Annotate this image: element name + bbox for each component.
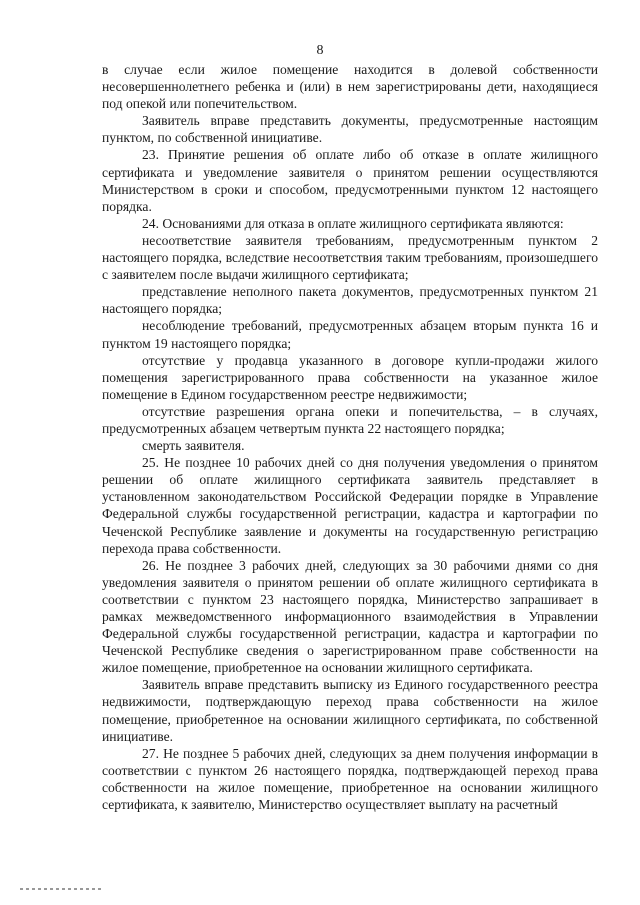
paragraph: несоблюдение требований, предусмотренных абзацем вторым пункта 16 и пунктом 19 настоящего порядка; [102,318,598,351]
paragraph: 23. Принятие решения об оплате либо об отказе в оплате жилищного сертификата и уведомление заявителя о принятом решении осуществляются Министерством в сроки и способом, предусмотренными пунктом 12 настоящего порядка. [102,147,598,214]
paragraph: отсутствие разрешения органа опеки и попечительства, – в случаях, предусмотренных абзацем четвертым пункта 22 настоящего порядка; [102,403,598,436]
paragraph: отсутствие у продавца указанного в договоре купли-продажи жилого помещения зарегистрированного права собственности на указанное жилое помещение в Едином государственном реестре недвижимости; [102,352,598,402]
paragraph: 26. Не позднее 3 рабочих дней, следующих за 30 рабочими днями со дня уведомления заявителя о принятом решении об оплате жилищного сертификата в соответствии с пунктом 23 настоящего порядка, Министерство запрашивает в рамках межведомственного информационного взаимодействия в Управлении Федеральной службы государственной регистрации, кадастра и картографии по Чеченской Республике сведения о зарегистрированном праве собственности на жилое помещение, приобретенное на основании жилищного сертификата. [102,557,598,676]
paragraph: Заявитель вправе представить выписку из Единого государственного реестра недвижимости, подтверждающую переход права собственности на жилое помещение, приобретенное на основании жилищного сертификата, по собственной инициативе. [102,677,598,744]
paragraph: представление неполного пакета документов, предусмотренных пунктом 21 настоящего порядка; [102,284,598,317]
paragraph: смерть заявителя. [142,438,245,454]
scan-artifact [20,888,102,890]
page-number: 8 [316,43,324,58]
paragraph: 24. Основаниями для отказа в оплате жилищного сертификата являются: [142,215,564,231]
document-body [102,61,598,813]
paragraph: Заявитель вправе представить документы, предусмотренные настоящим пунктом, по собственной инициативе. [102,113,598,146]
paragraph: несоответствие заявителя требованиям, предусмотренным пунктом 2 настоящего порядка, вследствие несоответствия таким требованиям, произошедшего с заявителем после выдачи жилищного сертификата; [102,232,598,283]
paragraph: в случае если жилое помещение находится в долевой собственности несовершеннолетнего ребенка и (или) в нем зарегистрированы дети, находящиеся под опекой или попечительством. [102,62,598,112]
paragraph: 25. Не позднее 10 рабочих дней со дня получения уведомления о принятом решении об оплате жилищного сертификата заявитель представляет в установленном законодательством Российской Федерации порядке в Управление Федеральной службы государственной регистрации, кадастра и картографии по Чеченской Республике заявление и документы на государственную регистрацию перехода права собственности. [102,455,598,556]
paragraph: 27. Не позднее 5 рабочих дней, следующих за днем получения информации в соответствии с пунктом 26 настоящего порядка, подтверждающей переход права собственности на жилое помещение, приобретенное на основании жилищного сертификата, к заявителю, Министерство осуществляет выплату на расчетный [102,745,598,813]
